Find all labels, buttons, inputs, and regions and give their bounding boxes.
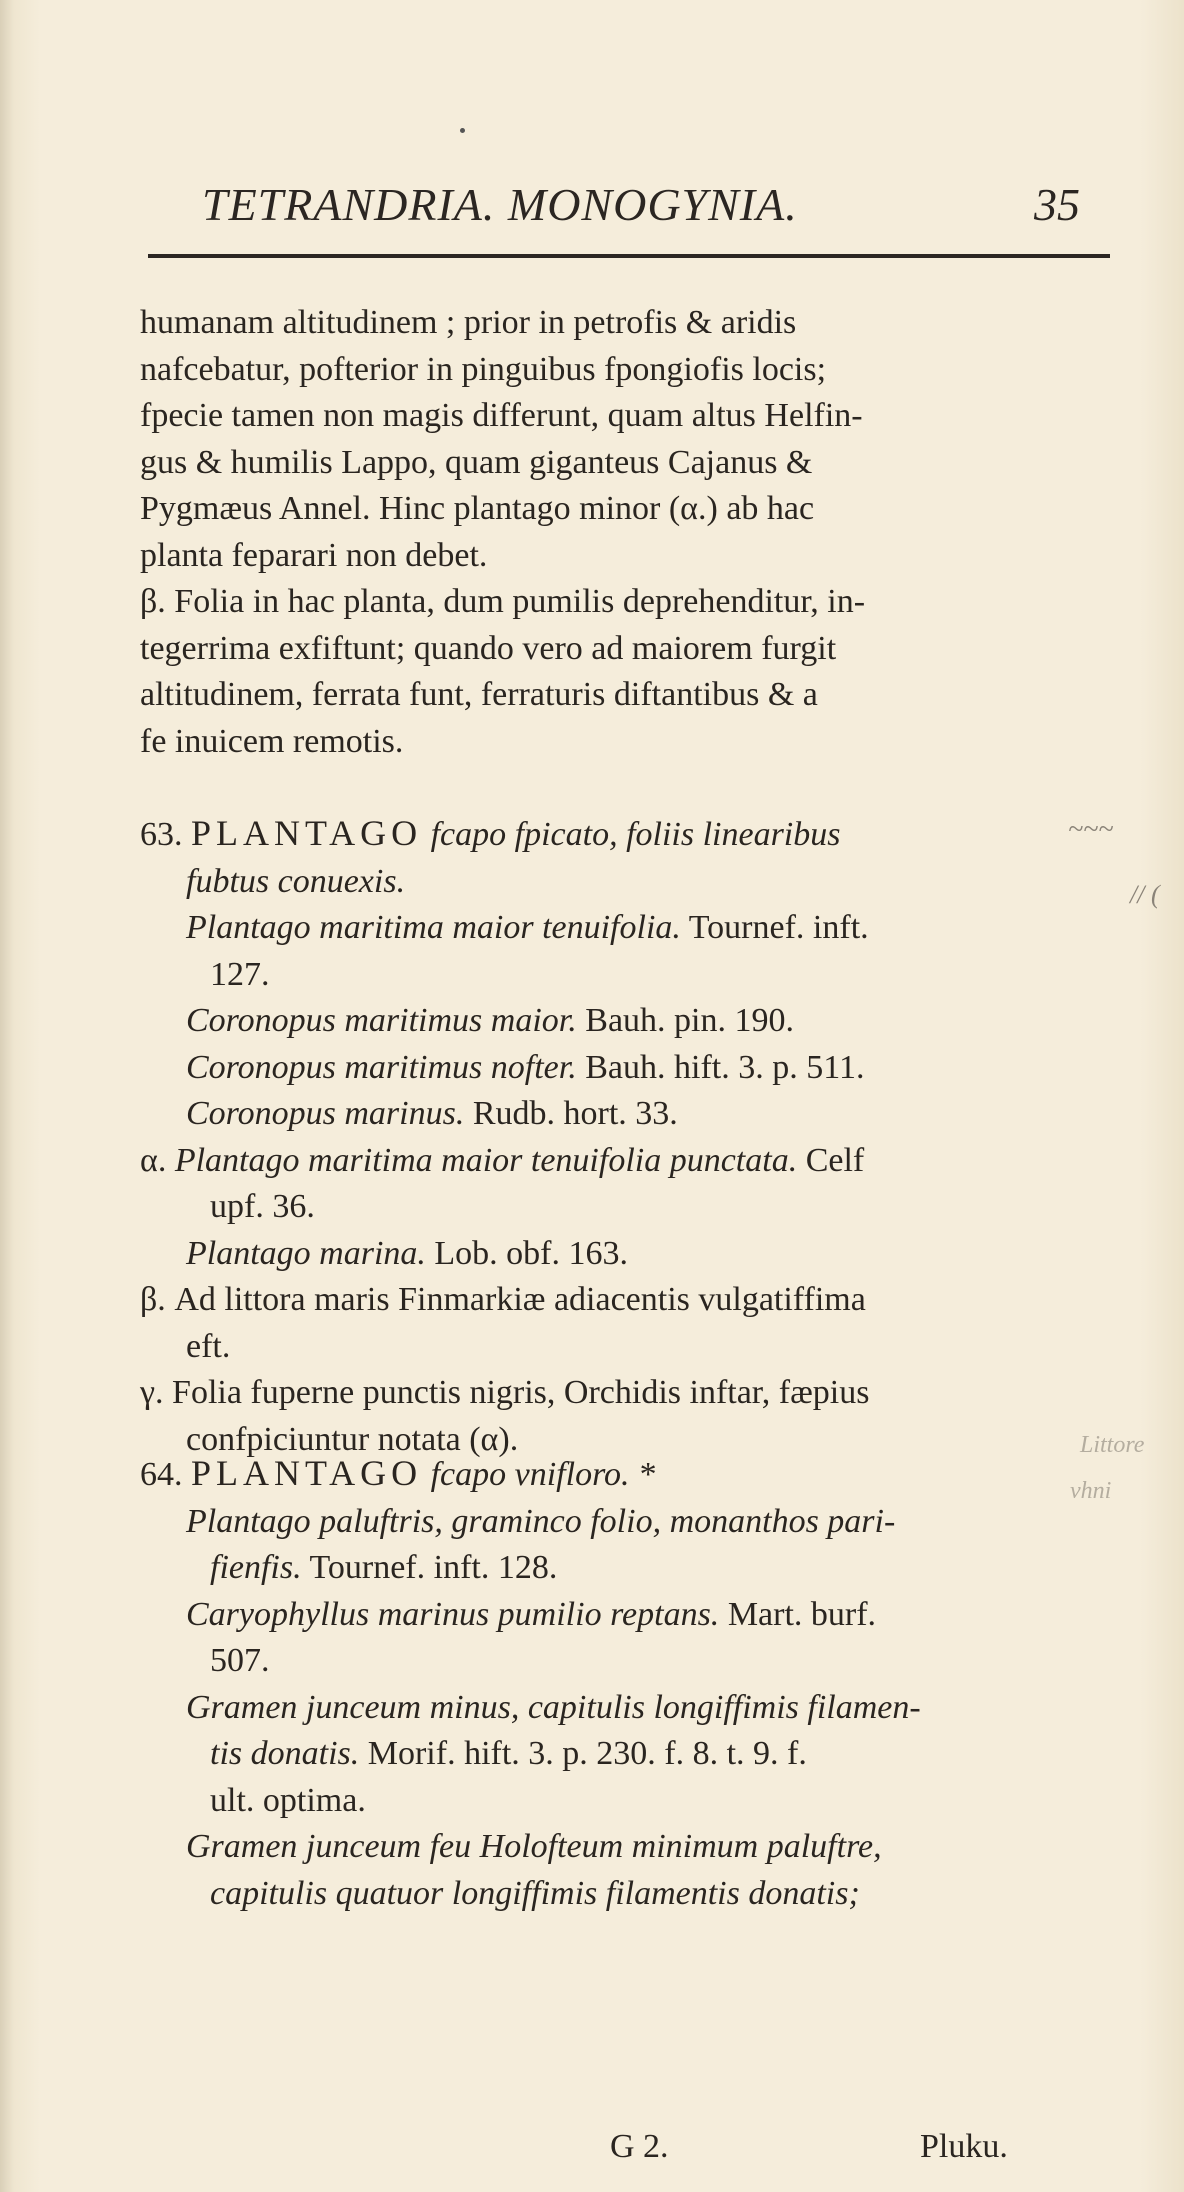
text-line: β. Folia in hac planta, dum pumilis deprehenditur, in- (140, 583, 866, 620)
margin-annotation: ~~~ (1068, 814, 1114, 845)
text-line: humanam altitudinem ; prior in petrofis & aridis (140, 304, 797, 341)
text-line: Pygmæus Annel. Hinc plantago minor (α.) ab hac (140, 490, 815, 527)
genus-name: PLANTAGO (191, 1453, 423, 1493)
synonym-continued: capitulis quatuor longiffimis filamentis donatis; (210, 1874, 860, 1912)
note-gamma: γ. Folia fuperne punctis nigris, Orchidis inftar, fæpius (140, 1374, 870, 1411)
note-gamma-continued: confpiciuntur notata (α). (186, 1420, 519, 1458)
synonym-line: Coronopus marinus. Rudb. hort. 33. (186, 1095, 678, 1132)
synonym-continued: 507. (210, 1642, 270, 1679)
margin-annotation: vhni (1070, 1478, 1112, 1504)
synonym-line: Caryophyllus marinus pumilio reptans. Mart. burf. (186, 1595, 877, 1633)
synonym-line: Plantago paluftris, graminco folio, monanthos pari- (186, 1502, 896, 1540)
synonym-continued: 127. (210, 955, 270, 993)
entry-heading (140, 1450, 1090, 1499)
page-header (190, 178, 1080, 238)
page-number: 35 (1034, 179, 1080, 230)
margin-annotation: // ( (1130, 880, 1160, 909)
synonym-line: Gramen junceum feu Holofteum minimum paluftre, (186, 1828, 882, 1865)
synonym-line: Coronopus maritimus nofter. Bauh. hift. 3. p. 511. (186, 1048, 865, 1086)
entry-heading (140, 810, 1090, 859)
text-line: tegerrima exfiftunt; quando vero ad maiorem furgit (140, 629, 837, 667)
synonym-line: Plantago marina. Lob. obf. 163. (186, 1234, 628, 1272)
margin-annotation: Littore (1080, 1432, 1145, 1458)
synonym-continued: fienfis. Tournef. inft. 128. (210, 1549, 558, 1586)
diagnosis-continued: fubtus conuexis. (186, 862, 406, 900)
entry-64 (140, 1450, 1090, 1917)
text-line: fe inuicem remotis. (140, 722, 404, 760)
synonym-continued: tis donatis. Morif. hift. 3. p. 230. f. 8. t. 9. f. (210, 1735, 807, 1772)
variety-alpha: α. Plantago maritima maior tenuifolia punctata. Celf (140, 1141, 865, 1179)
entry-63 (140, 810, 1090, 1463)
variety-alpha-continued: upf. 36. (210, 1188, 315, 1225)
diagnosis: fcapo fpicato, foliis linearibus (430, 816, 841, 853)
catchword: Pluku. (920, 2128, 1008, 2165)
signature-mark: G 2. (610, 2128, 669, 2165)
synonym-line: Coronopus maritimus maior. Bauh. pin. 190. (186, 1002, 794, 1039)
synonym-line: Plantago maritima maior tenuifolia. Tournef. inft. (186, 909, 869, 946)
text-line: altitudinem, ferrata funt, ferraturis diftantibus & a (140, 676, 818, 713)
entry-number: 64. (140, 1456, 183, 1493)
text-line: nafcebatur, pofterior in pinguibus fpongiofis locis; (140, 350, 827, 388)
synonym-line: Gramen junceum minus, capitulis longiffimis filamen- (186, 1688, 921, 1726)
synonym-continued: ult. optima. (210, 1781, 366, 1819)
genus-name: PLANTAGO (191, 813, 423, 853)
ink-speck (460, 128, 465, 133)
note-beta: β. Ad littora maris Finmarkiæ adiacentis vulgatiffima (140, 1281, 866, 1318)
text-line: fpecie tamen non magis differunt, quam altus Helfin- (140, 397, 863, 434)
entry-number: 63. (140, 816, 183, 853)
text-line: planta feparari non debet. (140, 536, 488, 574)
header-rule (148, 254, 1110, 258)
diagnosis: fcapo vnifloro. * (430, 1456, 656, 1493)
intro-paragraph (140, 300, 1090, 765)
running-head: TETRANDRIA. MONOGYNIA. (202, 179, 798, 230)
note-beta-continued: eft. (186, 1327, 231, 1365)
text-line: gus & humilis Lappo, quam giganteus Cajanus & (140, 443, 813, 481)
